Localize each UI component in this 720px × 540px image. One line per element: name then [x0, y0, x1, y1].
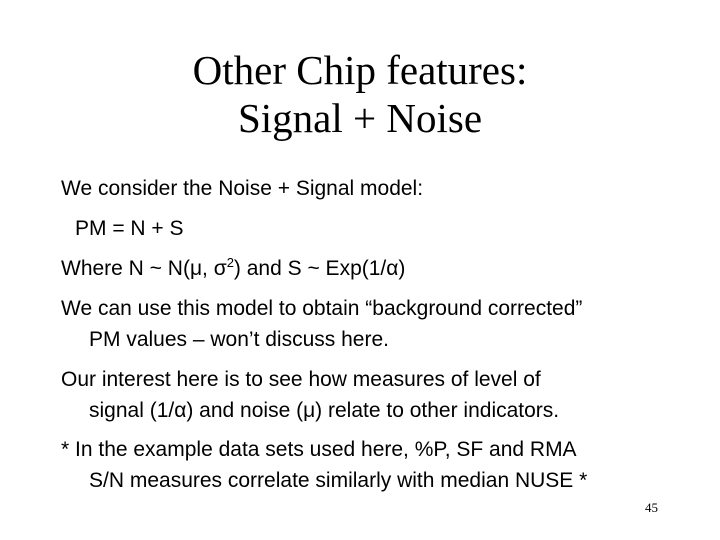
paragraph-interest [61, 364, 559, 426]
title-line-1: Other Chip features: [192, 47, 528, 93]
paragraph-distribution [61, 253, 405, 284]
footnote-line-2: S/N measures correlate similarly with median NUSE * [89, 469, 588, 492]
title-line-2: Signal + Noise [237, 95, 483, 141]
paragraph-footnote [61, 434, 587, 496]
page-number: 45 [645, 500, 658, 515]
footnote-line-1: * In the example data sets used here, %P, SF and RMA [61, 438, 577, 461]
distribution-superscript: 2 [226, 255, 234, 270]
background-line-1: We can use this model to obtain “background corrected” [61, 297, 583, 320]
background-line-2: PM values – won’t discuss here. [89, 328, 389, 351]
interest-line-1: Our interest here is to see how measures of level of [61, 368, 541, 391]
slide-title [0, 46, 720, 142]
paragraph-model-equation: PM = N + S [75, 217, 184, 240]
interest-line-2: signal (1/α) and noise (μ) relate to other indicators. [89, 399, 560, 422]
paragraph-model-intro: We consider the Noise + Signal model: [61, 177, 424, 200]
distribution-text-a: Where N ~ N(μ, σ [61, 257, 227, 280]
distribution-text-b: ) and S ~ Exp(1/α) [233, 257, 406, 280]
paragraph-background-corrected [61, 293, 582, 355]
